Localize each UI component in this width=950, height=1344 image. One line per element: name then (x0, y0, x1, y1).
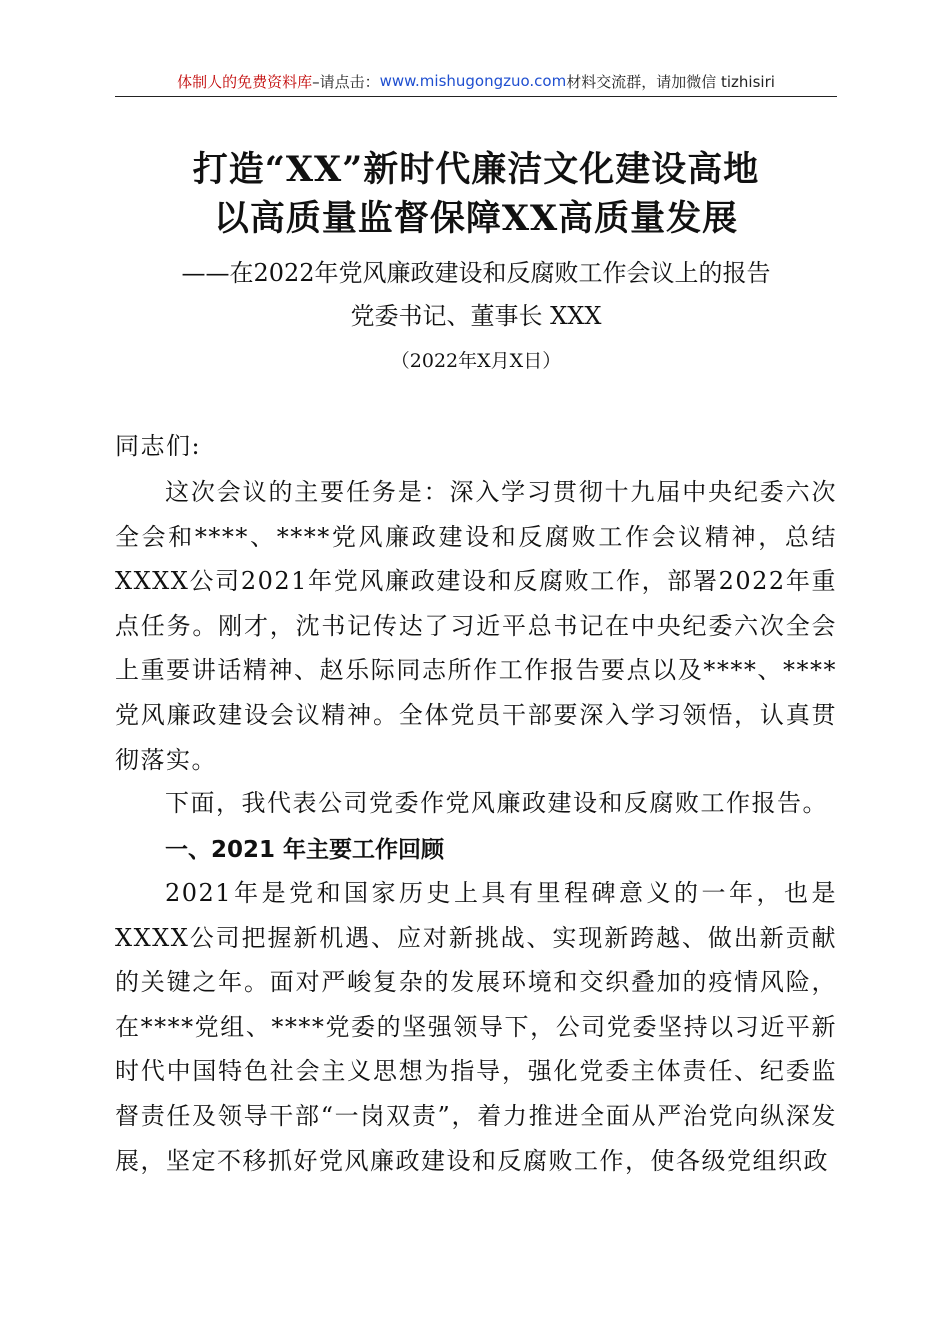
subtitle: ——在2022年党风廉政建设和反腐败工作会议上的报告 (181, 259, 771, 287)
header-url-link[interactable]: www.mishugongzuo.com (379, 72, 567, 90)
paragraph-section-1: 2021年是党和国家历史上具有里程碑意义的一年，也是XXXX公司把握新机遇、应对新挑战、实现新跨越、做出新贡献的关键之年。面对严峻复杂的发展环境和交织叠加的疫情风险，在****党组、****党委的坚强领导下，公司党委坚持以习近平新时代中国特色社会主义思想为指导，强化党委主体责任、纪委监督责任及领导干部“一岗双责”，着力推进全面从严治党向纵深发展，坚定不移抓好党风廉政建设和反腐败工作，使各级党组织政 (115, 879, 837, 1175)
greeting: 同志们: (115, 432, 202, 460)
page-header (115, 66, 837, 97)
paragraph-intro: 这次会议的主要任务是：深入学习贯彻十九届中央纪委六次全会和****、****党风廉政建设和反腐败工作会议精神，总结XXXX公司2021年党风廉政建设和反腐败工作，部署2022年重点任务。刚才，沈书记传达了习近平总书记在中央纪委六次全会上重要讲话精神、赵乐际同志所作工作报告要点以及****、****党风廉政建设会议精神。全体党员干部要深入学习领悟，认真贯彻落实。 (115, 478, 837, 774)
title-line-2: 以高质量监督保障XX高质量发展 (213, 198, 739, 239)
report-date: （2022年X月X日） (390, 350, 562, 372)
header-contact: 材料交流群，请加微信 tizhisiri (566, 72, 775, 91)
title-line-1: 打造“XX”新时代廉洁文化建设高地 (192, 149, 760, 190)
header-prompt: –请点击： (312, 72, 380, 91)
section-heading-1: 一、2021 年主要工作回顾 (165, 837, 445, 863)
header-library-name: 体制人的免费资料库 (177, 72, 313, 91)
speaker: 党委书记、董事长 XXX (350, 302, 602, 330)
paragraph-report-statement: 下面，我代表公司党委作党风廉政建设和反腐败工作报告。 (165, 789, 828, 817)
